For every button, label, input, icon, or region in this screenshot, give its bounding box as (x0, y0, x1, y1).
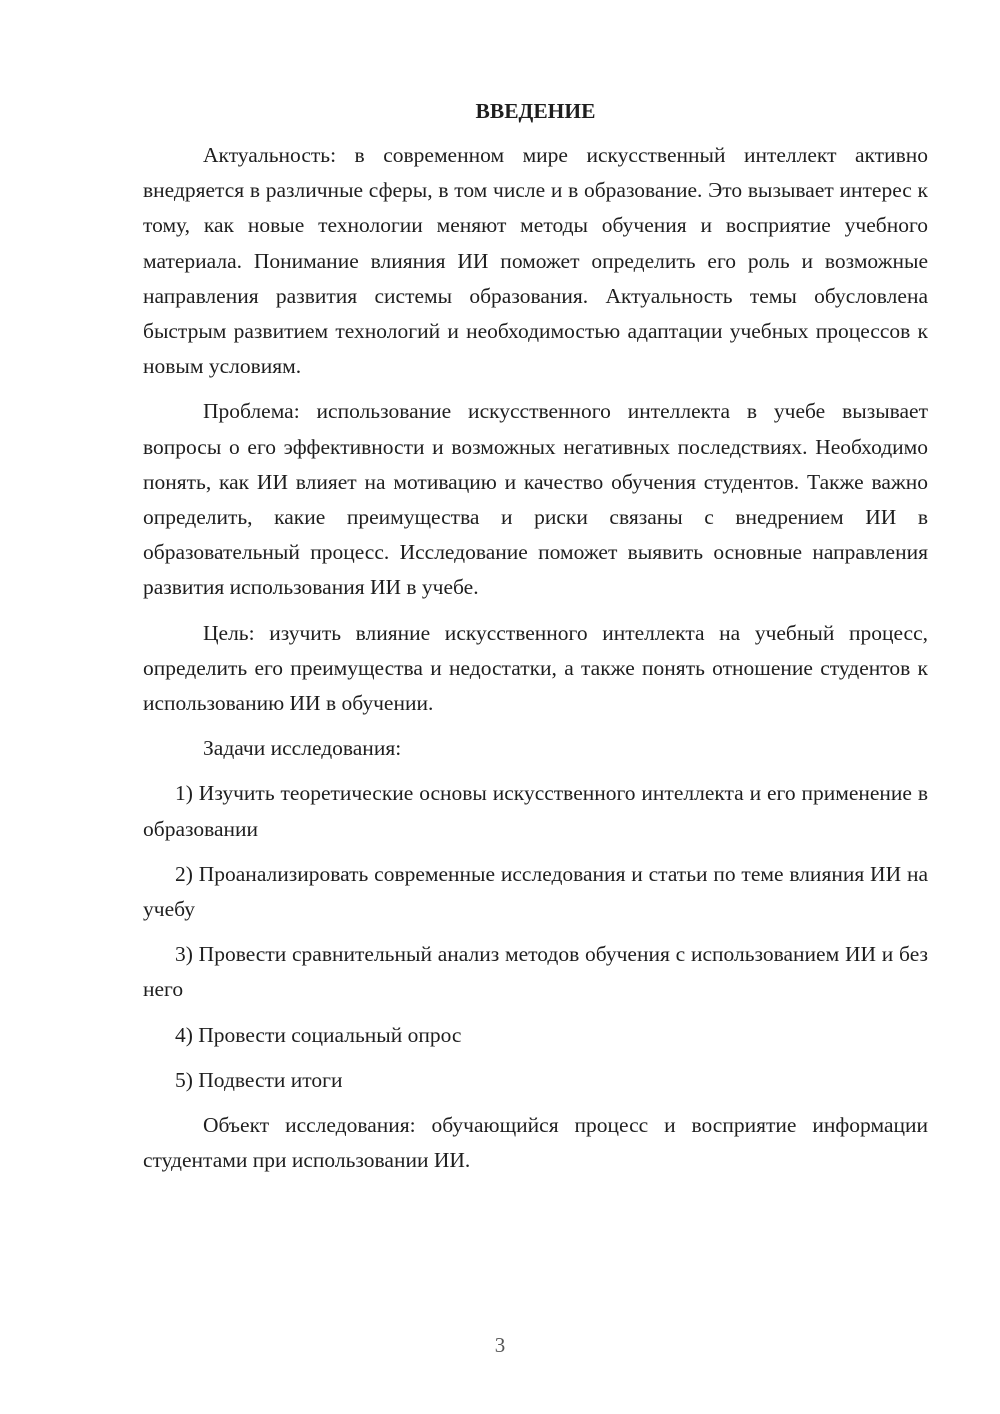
object-paragraph: Объект исследования: обучающийся процесс и восприятие информации студентами при использовании ИИ. (143, 1113, 928, 1173)
problem-paragraph: Проблема: использование искусственного интеллекта в учебе вызывает вопросы о его эффективности и возможных негативных последствиях. Необходимо понять, как ИИ влияет на мотивацию и качество обучения студентов. Также важно определить, какие преимущества и риски связаны с внедрением ИИ в образовательный процесс. Исследование поможет выявить основные направления развития использования ИИ в учебе. (143, 399, 928, 600)
page-title: ВВЕДЕНИЕ (475, 99, 596, 123)
tasks-heading: Задачи исследования: (203, 736, 402, 761)
document-page (143, 96, 928, 1188)
list-item: 1) Изучить теоретические основы искусственного интеллекта и его применение в образовании (143, 781, 928, 841)
list-item: 2) Проанализировать современные исследования и статьи по теме влияния ИИ на учебу (143, 861, 928, 922)
goal-paragraph: Цель: изучить влияние искусственного интеллекта на учебный процесс, определить его преимущества и недостатки, а также понять отношение студентов к использованию ИИ в обучении. (143, 620, 928, 716)
tasks-list (143, 776, 928, 1098)
page-number: 3 (494, 1333, 506, 1357)
list-item: 4) Провести социальный опрос (175, 1022, 462, 1047)
relevance-paragraph: Актуальность: в современном мире искусственный интеллект активно внедряется в различные сферы, в том числе и в образование. Это вызывает интерес к тому, как новые технологии меняют методы обучения и восприятие учебного материала. Понимание влияния ИИ поможет определить его роль и возможные направления развития системы образования. Актуальность темы обусловлена быстрым развитием технологий и необходимостью адаптации учебных процессов к новым условиям. (143, 143, 928, 379)
list-item: 5) Подвести итоги (175, 1067, 343, 1092)
list-item: 3) Провести сравнительный анализ методов обучения с использованием ИИ и без него (143, 942, 928, 1002)
